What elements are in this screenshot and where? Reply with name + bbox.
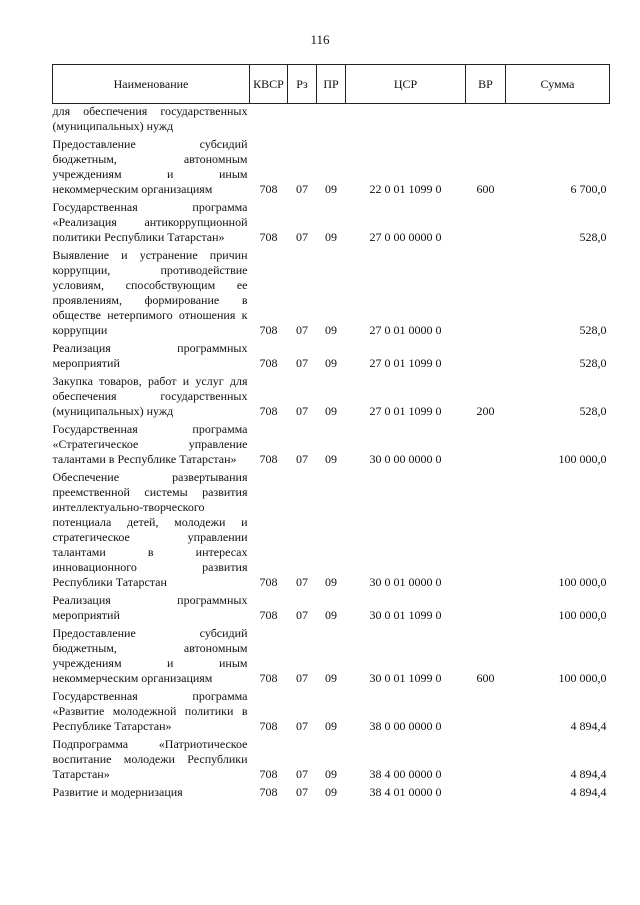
row-pr: 09 <box>325 452 337 466</box>
row-csr: 38 4 00 0000 0 <box>369 767 442 781</box>
budget-table <box>52 64 610 800</box>
table-row <box>53 593 610 623</box>
row-sum: 528,0 <box>579 323 607 337</box>
row-sum: 528,0 <box>579 356 607 370</box>
row-name: Выявление и устранение причин коррупции, противодействие условиям, способствующим ее проявлениям, формирование в обществе нетерпимого отношения к коррупции <box>52 248 248 337</box>
row-csr: 27 0 00 0000 0 <box>369 230 442 244</box>
row-pr: 09 <box>325 323 337 337</box>
row-name: Реализация программных мероприятий <box>52 593 248 622</box>
row-pr: 09 <box>325 182 337 196</box>
row-rz: 07 <box>296 767 308 781</box>
row-pr: 09 <box>325 767 337 781</box>
table-row <box>53 785 610 800</box>
row-kvsr: 708 <box>259 671 278 685</box>
row-name: для обеспечения государственных (муниципальных) нужд <box>52 104 248 133</box>
row-kvsr: 708 <box>259 719 278 733</box>
row-name: Развитие и модернизация <box>52 785 183 799</box>
row-kvsr: 708 <box>259 323 278 337</box>
row-rz: 07 <box>296 575 308 589</box>
row-csr: 27 0 01 0000 0 <box>369 323 442 337</box>
row-kvsr: 708 <box>259 356 278 370</box>
row-name: Закупка товаров, работ и услуг для обеспечения государственных (муниципальных) нужд <box>52 374 248 418</box>
row-kvsr: 708 <box>259 452 278 466</box>
row-pr: 09 <box>325 785 337 799</box>
row-sum: 100 000,0 <box>558 575 607 589</box>
row-vr <box>466 737 506 782</box>
row-pr: 09 <box>325 356 337 370</box>
row-csr: 30 0 01 1099 0 <box>369 671 442 685</box>
row-pr: 09 <box>325 404 337 418</box>
row-vr <box>466 248 506 338</box>
row-rz: 07 <box>296 323 308 337</box>
row-vr: 600 <box>476 182 495 196</box>
row-rz: 07 <box>296 452 308 466</box>
table-row <box>53 470 610 590</box>
row-pr: 09 <box>325 608 337 622</box>
row-sum <box>506 104 610 135</box>
table-row <box>53 104 610 135</box>
row-kvsr <box>250 104 288 135</box>
header-name: Наименование <box>53 65 250 104</box>
table-row <box>53 689 610 734</box>
row-name: Государственная программа «Стратегическое управление талантами в Республике Татарстан» <box>52 422 248 466</box>
row-sum: 6 700,0 <box>570 182 607 196</box>
row-sum: 100 000,0 <box>558 671 607 685</box>
table-row <box>53 737 610 782</box>
row-sum: 4 894,4 <box>570 767 607 781</box>
row-kvsr: 708 <box>259 575 278 589</box>
row-name: Обеспечение развертывания преемственной системы развития интеллектуально-творческого потенциала детей, молодежи и стратегическое управлении талантами в интересах инновационного развития Республики Татарстан <box>52 470 248 589</box>
row-sum: 4 894,4 <box>570 719 607 733</box>
row-name: Реализация программных мероприятий <box>52 341 248 370</box>
row-pr: 09 <box>325 719 337 733</box>
row-csr: 22 0 01 1099 0 <box>369 182 442 196</box>
row-name: Государственная программа «Реализация антикоррупционной политики Республики Татарстан» <box>52 200 248 244</box>
row-csr: 30 0 00 0000 0 <box>369 452 442 466</box>
table-row <box>53 422 610 467</box>
row-csr: 38 0 00 0000 0 <box>369 719 442 733</box>
row-kvsr: 708 <box>259 767 278 781</box>
row-rz: 07 <box>296 404 308 418</box>
row-kvsr: 708 <box>259 785 278 799</box>
row-rz: 07 <box>296 356 308 370</box>
row-rz: 07 <box>296 230 308 244</box>
row-vr <box>466 341 506 371</box>
row-pr: 09 <box>325 671 337 685</box>
row-rz: 07 <box>296 182 308 196</box>
row-rz: 07 <box>296 785 308 799</box>
row-vr <box>466 422 506 467</box>
row-name: Подпрограмма «Патриотическое воспитание молодежи Республики Татарстан» <box>52 737 248 781</box>
row-kvsr: 708 <box>259 404 278 418</box>
table-row <box>53 248 610 338</box>
row-rz <box>288 104 317 135</box>
row-kvsr: 708 <box>259 230 278 244</box>
row-kvsr: 708 <box>259 608 278 622</box>
table-header <box>53 65 610 104</box>
table-body <box>53 104 610 801</box>
row-sum: 4 894,4 <box>570 785 607 799</box>
row-pr: 09 <box>325 575 337 589</box>
header-pr: ПР <box>317 65 346 104</box>
header-kvsr: КВСР <box>250 65 288 104</box>
row-pr: 09 <box>325 230 337 244</box>
row-kvsr: 708 <box>259 182 278 196</box>
row-vr <box>466 470 506 590</box>
row-csr <box>346 104 466 135</box>
table-row <box>53 137 610 197</box>
row-sum: 100 000,0 <box>558 608 607 622</box>
table-row <box>53 374 610 419</box>
row-vr: 200 <box>476 404 495 418</box>
row-csr: 27 0 01 1099 0 <box>369 404 442 418</box>
table-row <box>53 200 610 245</box>
row-csr: 38 4 01 0000 0 <box>369 785 442 799</box>
row-csr: 30 0 01 1099 0 <box>369 608 442 622</box>
table-row <box>53 626 610 686</box>
table-row <box>53 341 610 371</box>
row-name: Предоставление субсидий бюджетным, автономным учреждениям и иным некоммерческим организациям <box>52 137 248 196</box>
row-rz: 07 <box>296 719 308 733</box>
header-sum: Сумма <box>506 65 610 104</box>
row-vr <box>466 200 506 245</box>
header-csr: ЦСР <box>346 65 466 104</box>
row-vr: 600 <box>476 671 495 685</box>
row-vr <box>466 689 506 734</box>
row-rz: 07 <box>296 608 308 622</box>
row-vr <box>466 104 506 135</box>
header-vr: ВР <box>466 65 506 104</box>
header-rz: Рз <box>288 65 317 104</box>
row-csr: 30 0 01 0000 0 <box>369 575 442 589</box>
row-sum: 528,0 <box>579 404 607 418</box>
row-csr: 27 0 01 1099 0 <box>369 356 442 370</box>
row-sum: 528,0 <box>579 230 607 244</box>
row-vr <box>466 593 506 623</box>
row-vr <box>466 785 506 800</box>
row-sum: 100 000,0 <box>558 452 607 466</box>
row-name: Государственная программа «Развитие молодежной политики в Республике Татарстан» <box>52 689 248 733</box>
page-number: 116 <box>310 32 330 47</box>
row-name: Предоставление субсидий бюджетным, автономным учреждениям и иным некоммерческим организациям <box>52 626 248 685</box>
row-rz: 07 <box>296 671 308 685</box>
row-pr <box>317 104 346 135</box>
